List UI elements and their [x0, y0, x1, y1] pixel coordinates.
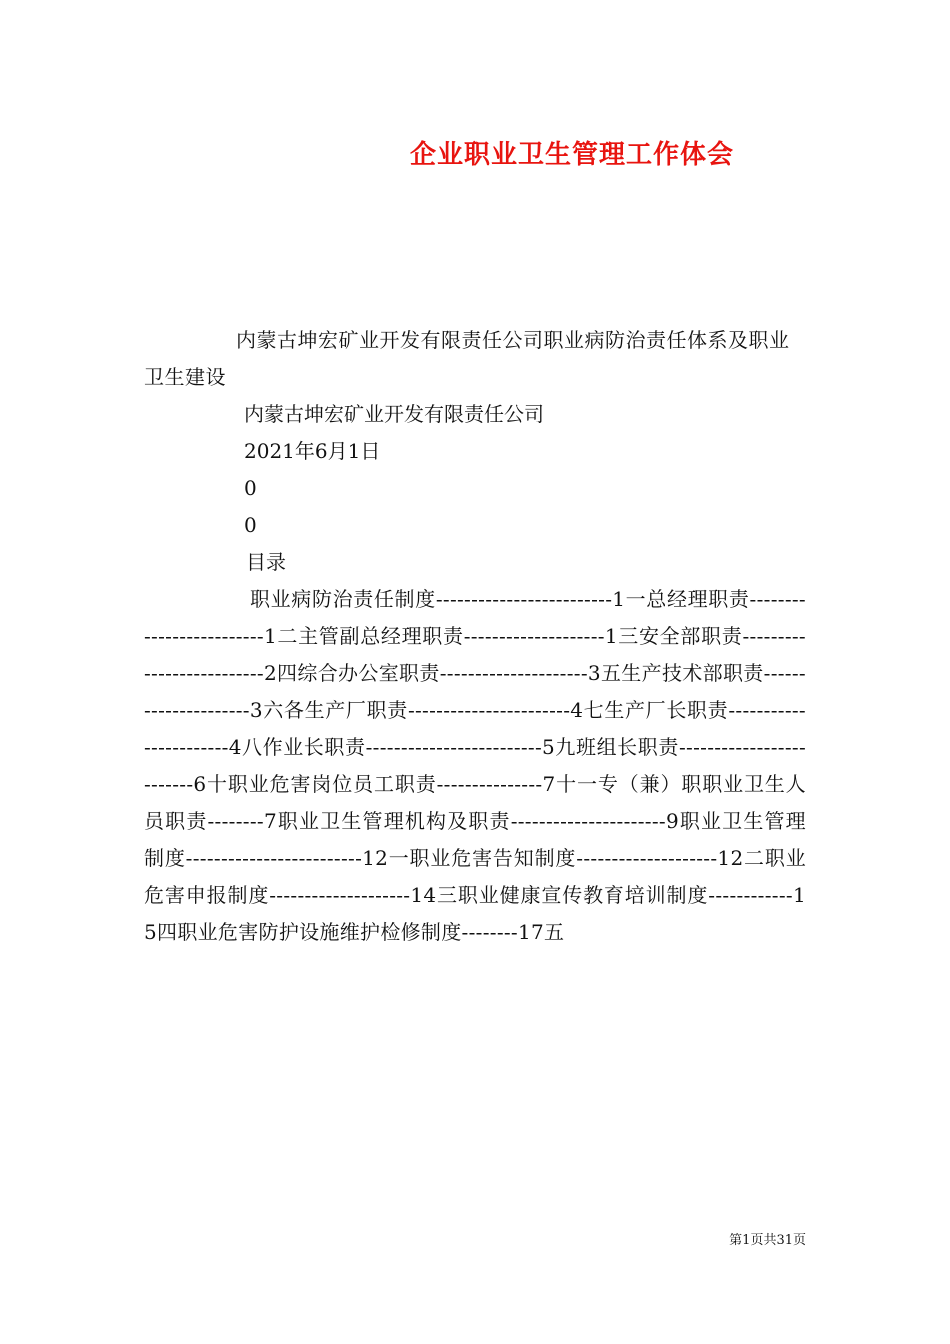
company-name: 内蒙古坤宏矿业开发有限责任公司: [244, 402, 544, 426]
document-title: 企业职业卫生管理工作体会: [410, 140, 735, 170]
table-of-contents: 职业病防治责任制度-------------------------1一总经理职责-------------------------1二主管副总经理职责--------------------1三安全部职责--------------------------2四综合办公室职责---------------------3五生产技术部职责---------------------3六各生产厂职责-----------------------4七生产厂长职责-----------------------4八作业长职责-------------------------5九班组长职责-------------------------6十职业危害岗位员工职责---------------7十一专（兼）职职业卫生人员职责--------7职业卫生管理机构及职责----------------------9职业卫生管理制度-------------------------12一职业危害告知制度--------------------12二职业危害申报制度--------------------14三职业健康宣传教育培训制度------------15四职业危害防护设施维护检修制度--------17五: [144, 587, 806, 944]
toc-heading: 目录: [246, 550, 286, 574]
zero-line-1: 0: [244, 476, 257, 500]
page-number-footer: 第1页共31页: [729, 1233, 806, 1248]
subtitle-paragraph: 内蒙古坤宏矿业开发有限责任公司职业病防治责任体系及职业卫生建设: [144, 328, 790, 389]
document-body: [144, 322, 806, 951]
zero-line-2: 0: [244, 513, 257, 537]
document-date: 2021年6月1日: [244, 439, 381, 463]
